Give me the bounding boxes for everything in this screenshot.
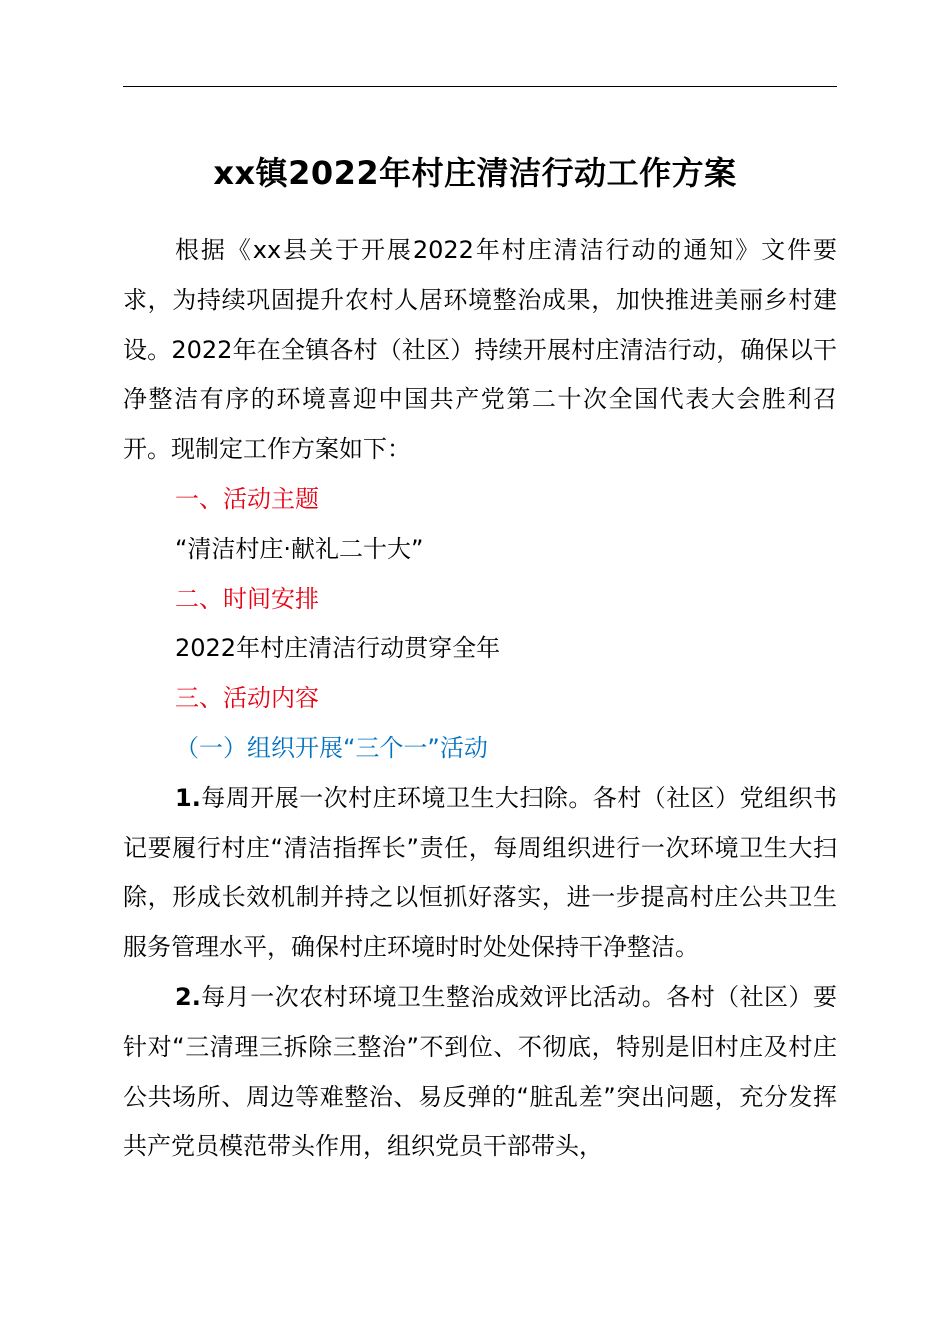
intro-paragraph: 根据《xx县关于开展2022年村庄清洁行动的通知》文件要求，为持续巩固提升农村人居环境整治成果，加快推进美丽乡村建设。2022年在全镇各村（社区）持续开展村庄清洁行动，确保以干净整洁有序的环境喜迎中国共产党第二十次全国代表大会胜利召开。现制定工作方案如下： [123, 236, 837, 464]
document-title: xx镇2022年村庄清洁行动工作方案 [213, 154, 737, 192]
subsection-heading: （一）组织开展“三个一”活动 [175, 733, 488, 762]
section-heading-activities: 三、活动内容 [175, 684, 319, 713]
section-content-theme: “清洁村庄·献礼二十大” [175, 534, 424, 563]
list-item-1 [123, 774, 837, 973]
list-item-text: 每周开展一次村庄环境卫生大扫除。各村（社区）党组织书记要履行村庄“清洁指挥长”责任，每周组织进行一次环境卫生大扫除，形成长效机制并持之以恒抓好落实，进一步提高村庄公共卫生服务管理水平，确保村庄环境时时处处保持干净整洁。 [123, 783, 837, 962]
section-heading-schedule: 二、时间安排 [175, 584, 319, 613]
list-item-number: 1. [175, 783, 201, 812]
list-item-2 [123, 973, 837, 1172]
section-content-schedule: 2022年村庄清洁行动贯穿全年 [175, 634, 501, 663]
section-heading-theme: 一、活动主题 [175, 484, 319, 513]
list-item-text: 每月一次农村环境卫生整治成效评比活动。各村（社区）要针对“三清理三拆除三整治”不到位、不彻底，特别是旧村庄及村庄公共场所、周边等难整治、易反弹的“脏乱差”突出问题，充分发挥共产党员模范带头作用，组织党员干部带头， [123, 982, 837, 1161]
list-item-number: 2. [175, 982, 201, 1011]
header-rule [123, 86, 837, 87]
document-body [123, 226, 837, 1172]
